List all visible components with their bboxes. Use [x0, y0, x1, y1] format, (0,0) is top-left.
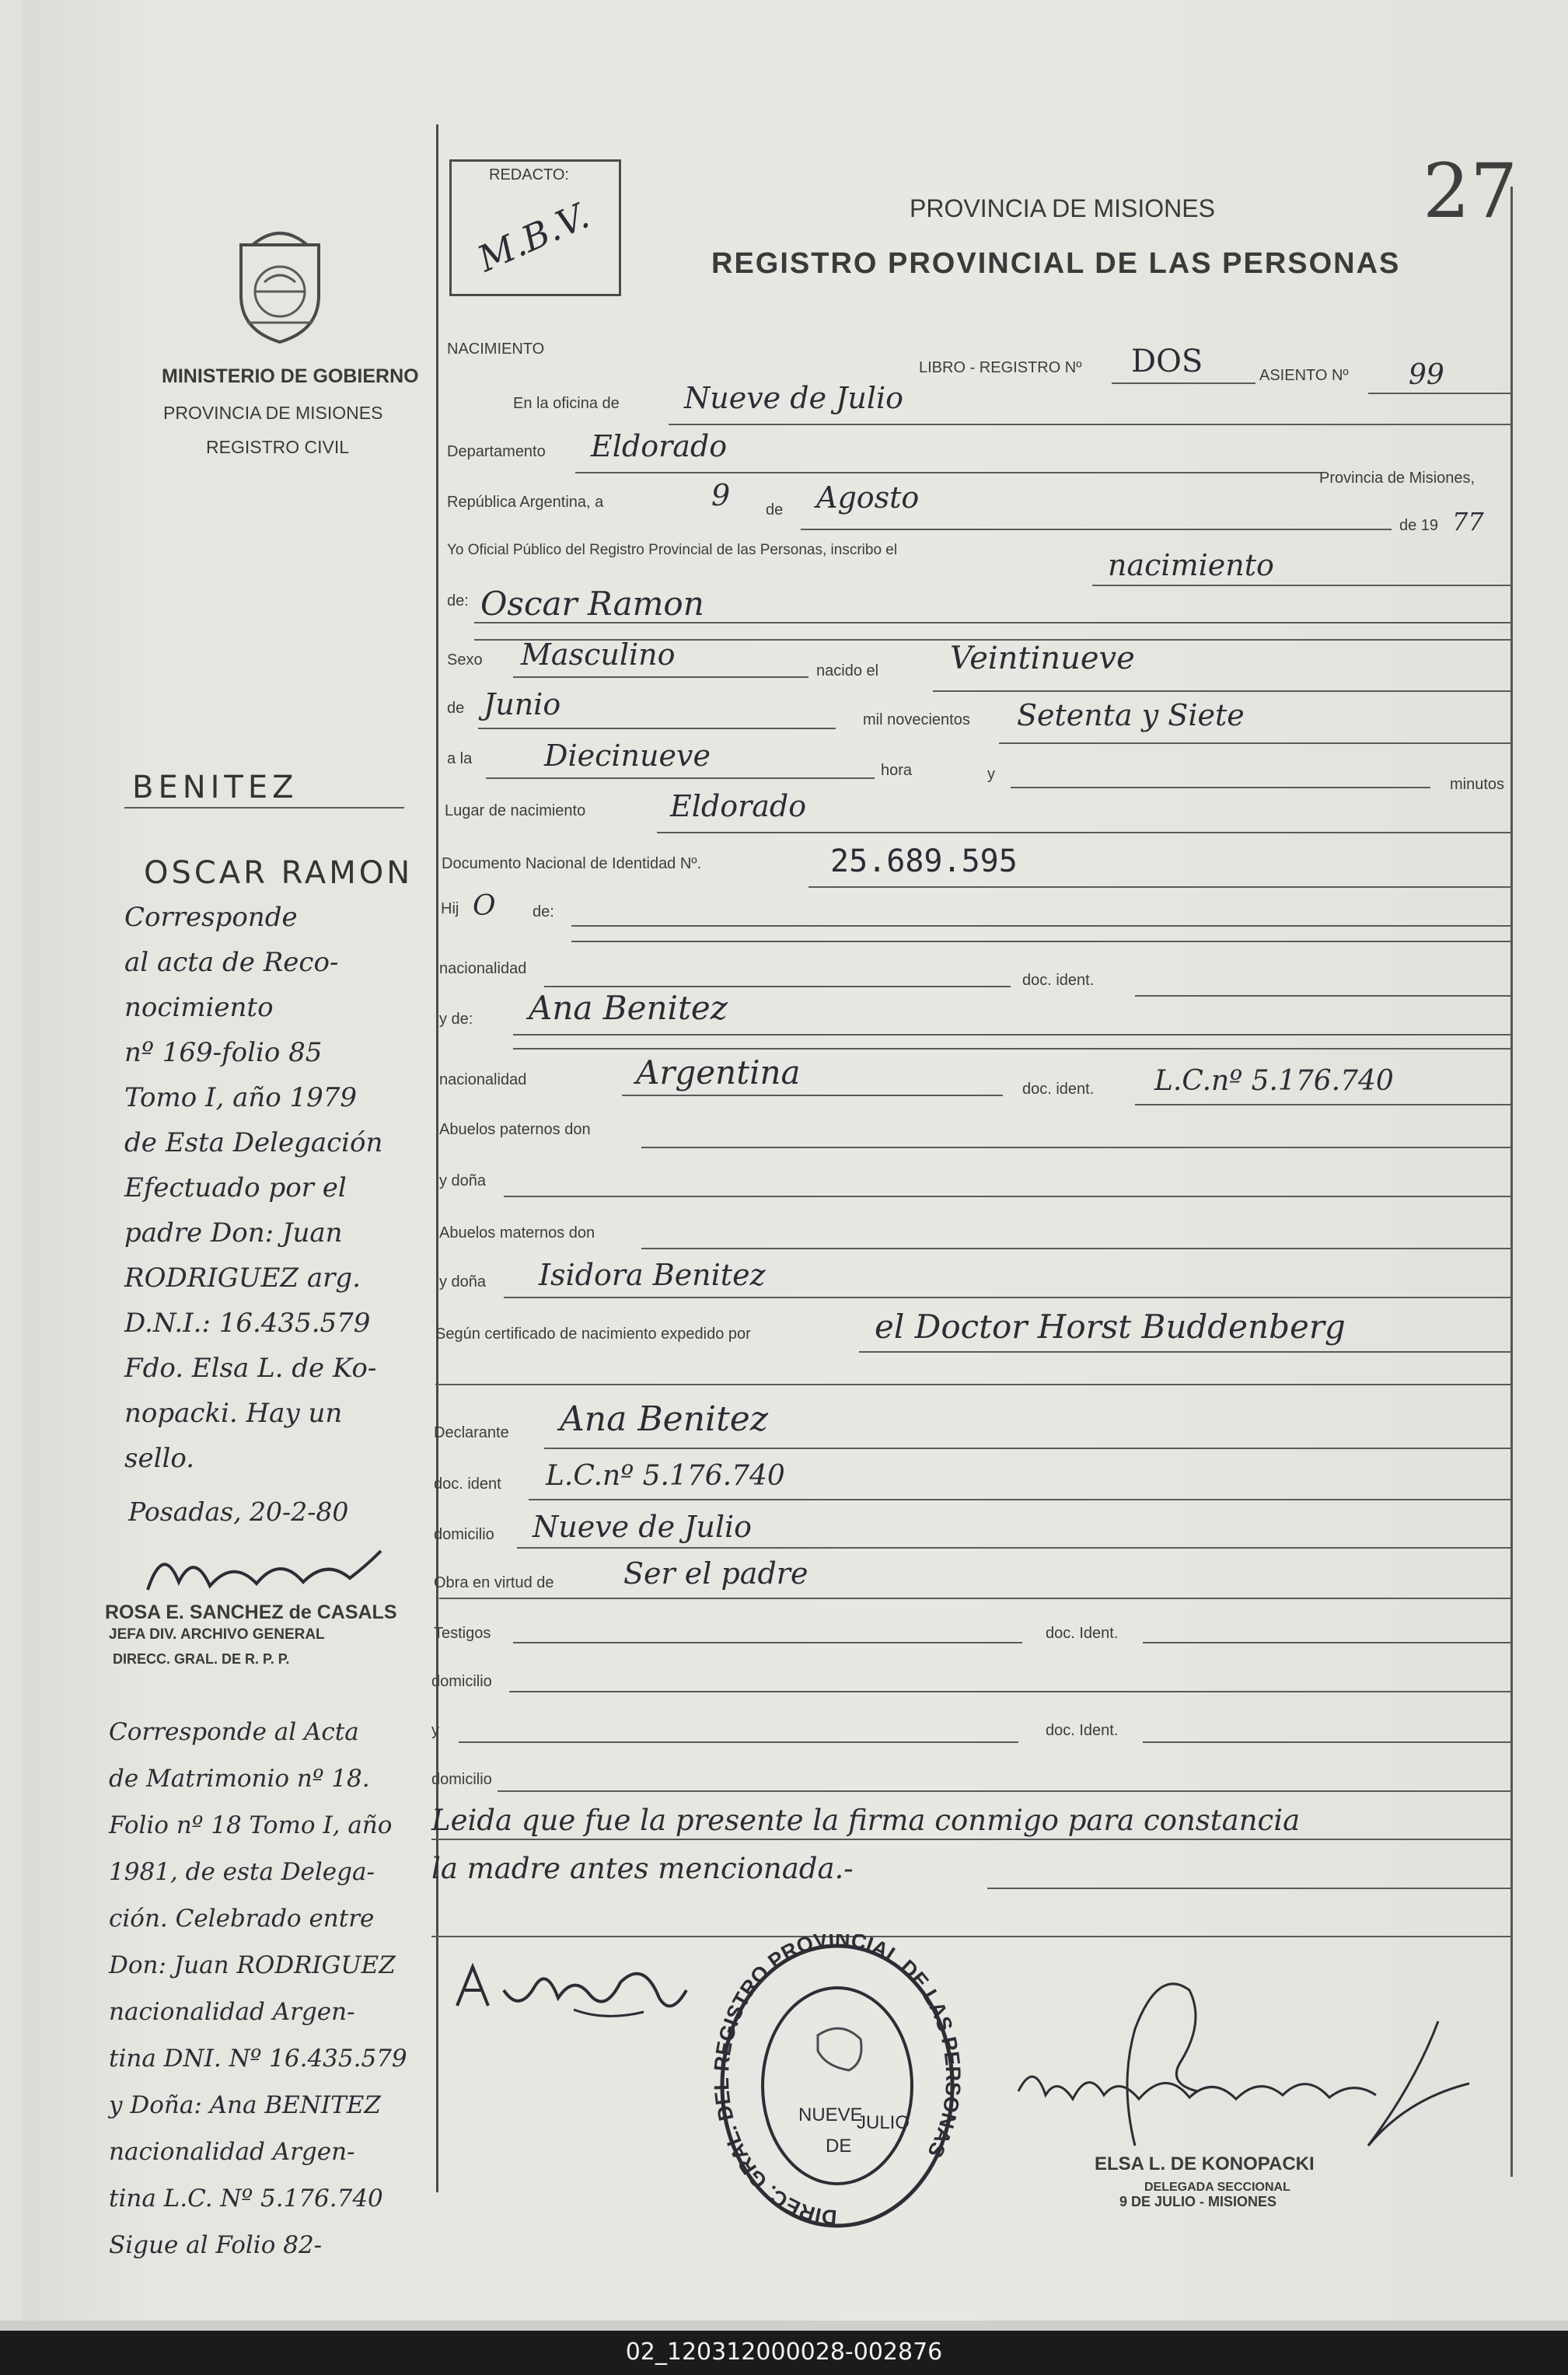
seal-center-top: NUEVE: [798, 2104, 863, 2125]
date-line: [801, 529, 1392, 530]
leida-line-2: la madre antes mencionada.-: [431, 1852, 854, 1885]
asiento-line: [1368, 393, 1512, 394]
domicilio2-label: domicilio: [431, 1673, 492, 1690]
dni-label: Documento Nacional de Identidad Nº.: [442, 855, 702, 872]
oficial-line: [1092, 585, 1512, 586]
margin-note-line: nopacki. Hay un: [124, 1398, 343, 1429]
margin-note-line: y Doña: Ana BENITEZ: [109, 2091, 381, 2119]
abuelos-paternos-line: [641, 1147, 1512, 1148]
month-value: Agosto: [816, 480, 920, 515]
departamento-value: Eldorado: [591, 429, 728, 463]
docident2-line: [1135, 1104, 1512, 1105]
libro-line: [1112, 382, 1255, 384]
republica-label: República Argentina, a: [447, 494, 604, 511]
day-value: 9: [711, 478, 731, 512]
form-divider: [439, 1598, 1512, 1599]
y-label: y: [987, 766, 995, 783]
abuelos-paternos-label: Abuelos paternos don: [439, 1121, 591, 1138]
nacionalidad2-value: Argentina: [636, 1053, 801, 1091]
domicilio3-label: domicilio: [431, 1771, 492, 1788]
novecientos-label: mil novecientos: [863, 711, 970, 728]
margin-note-line: Don: Juan RODRIGUEZ: [109, 1951, 396, 1979]
docident3-label: doc. ident: [434, 1476, 501, 1493]
province-heading: PROVINCIA DE MISIONES: [910, 194, 1215, 222]
margin-names: OSCAR RAMON: [144, 855, 414, 891]
hora-label: hora: [881, 762, 913, 779]
margin-stamp-name: ROSA E. SANCHEZ de CASALS: [105, 1601, 397, 1623]
testigos-line: [513, 1642, 1022, 1643]
page-number: 27: [1423, 148, 1518, 235]
oficina-line: [669, 424, 1512, 425]
certificado-label: Según certificado de nacimiento expedido por: [435, 1325, 751, 1343]
ydona2-label: y doña: [439, 1273, 487, 1291]
leida-rule-3: [987, 1888, 1512, 1889]
nacido-mes-value: Junio: [484, 687, 561, 721]
a-la-label: a la: [447, 750, 473, 767]
madre-value: Ana Benitez: [529, 989, 728, 1027]
docident3-value: L.C.nº 5.176.740: [546, 1460, 785, 1492]
official-office: 9 DE JULIO - MISIONES: [1119, 2194, 1277, 2209]
docident3-line: [529, 1499, 1512, 1500]
redacto-label: REDACTO:: [489, 166, 569, 183]
nacido-mes-line: [478, 728, 836, 729]
abuelos-maternos-label: Abuelos maternos don: [439, 1224, 595, 1242]
margin-note-line: al acta de Reco-: [124, 947, 339, 978]
abuela-materna-value: Isidora Benitez: [539, 1258, 766, 1292]
coat-of-arms-icon: [225, 222, 334, 350]
margin-note-line: nº 169-folio 85: [124, 1037, 323, 1068]
obra-value: Ser el padre: [623, 1556, 808, 1591]
ydona1-label: y doña: [439, 1172, 487, 1189]
dni-line: [808, 886, 1512, 888]
domicilio1-value: Nueve de Julio: [533, 1510, 753, 1544]
margin-note-line: sello.: [124, 1443, 194, 1474]
nacionalidad1-label: nacionalidad: [439, 960, 527, 977]
declarante-label: Declarante: [434, 1424, 509, 1441]
official-name: ELSA L. DE KONOPACKI: [1095, 2153, 1315, 2174]
hijo-value: O: [473, 890, 496, 922]
registry-seal: [709, 1934, 966, 2249]
margin-stamp-title: JEFA DIV. ARCHIVO GENERAL: [109, 1626, 325, 1643]
page-bottom-edge: [0, 2321, 1568, 2331]
hijo-label: Hij: [441, 900, 459, 917]
hora-line: [486, 777, 875, 779]
margin-note-line: ción. Celebrado entre: [109, 1905, 375, 1933]
oficial-label: Yo Oficial Público del Registro Provincial de las Personas, inscribo el: [447, 542, 898, 558]
testigos-label: Testigos: [434, 1625, 491, 1642]
margin-note-line: Efectuado por el: [124, 1172, 347, 1203]
ministry-province: PROVINCIA DE MISIONES: [163, 403, 383, 423]
margin-stamp-org: DIRECC. GRAL. DE R. P. P.: [113, 1651, 290, 1667]
oficina-value: Nueve de Julio: [684, 381, 904, 415]
hora-value: Diecinueve: [544, 739, 711, 773]
margin-note-line: Folio nº 18 Tomo I, año: [109, 1811, 393, 1839]
margin-surname-line: [124, 807, 404, 809]
leida-rule-1: [498, 1790, 1512, 1792]
certificado-line: [859, 1351, 1512, 1353]
year-prefix: de 19: [1399, 517, 1439, 534]
sexo-label: Sexo: [447, 651, 483, 669]
dni-value: 25.689.595: [830, 843, 1018, 879]
de-label: de: [766, 501, 784, 519]
ydona2-line: [504, 1297, 1512, 1298]
hijo-line: [571, 925, 1512, 927]
declarant-signature: [449, 1944, 698, 2041]
lugar-label: Lugar de nacimiento: [445, 802, 586, 819]
yde-label: y de:: [439, 1011, 473, 1028]
docident2-value: L.C.nº 5.176.740: [1154, 1065, 1394, 1097]
novecientos-value: Setenta y Siete: [1017, 698, 1245, 732]
lugar-line: [657, 832, 1512, 833]
act-type-label: NACIMIENTO: [447, 341, 545, 358]
margin-note-line: 1981, de esta Delega-: [109, 1858, 375, 1886]
margin-note-line: tina DNI. Nº 16.435.579: [109, 2045, 407, 2073]
sexo-value: Masculino: [521, 637, 676, 672]
hijo-de-label: de:: [533, 903, 554, 920]
margin-note-line: Sigue al Folio 82-: [109, 2231, 323, 2259]
registry-heading: REGISTRO PROVINCIAL DE LAS PERSONAS: [711, 247, 1401, 280]
declarante-value: Ana Benitez: [560, 1399, 769, 1439]
docident1-line: [1135, 995, 1512, 997]
margin-note-line: Fdo. Elsa L. de Ko-: [124, 1353, 377, 1384]
minutos-line: [1011, 787, 1430, 788]
official-signature: [1003, 1959, 1485, 2181]
margin-note-line: de Matrimonio nº 18.: [109, 1765, 370, 1793]
ydona1-line: [504, 1196, 1512, 1197]
domicilio1-label: domicilio: [434, 1526, 494, 1543]
file-caption: 02_120312000028-002876: [625, 2338, 943, 2366]
y2-label: y: [431, 1722, 439, 1739]
docident4-label: doc. Ident.: [1046, 1625, 1119, 1642]
docident1-label: doc. ident.: [1022, 972, 1095, 989]
y2-line: [459, 1741, 1018, 1743]
leida-line-1: Leida que fue la presente la firma conmigo para constancia: [431, 1804, 1301, 1837]
abuelos-maternos-line: [641, 1248, 1512, 1249]
nacido-label: nacido el: [816, 662, 879, 679]
seal-center-bottom: JULIO: [857, 2112, 910, 2133]
nacido-line: [933, 690, 1512, 692]
de-mes-label: de: [447, 700, 465, 717]
asiento-value: 99: [1409, 359, 1444, 391]
oficina-label: En la oficina de: [513, 395, 620, 412]
ministry-heading: MINISTERIO DE GOBIERNO: [162, 365, 419, 387]
nacionalidad2-label: nacionalidad: [439, 1071, 527, 1088]
certificado-value: el Doctor Horst Buddenberg: [875, 1308, 1346, 1346]
seal-ring-text: DIREC. GRAL. DEL REGISTRO PROVINCIAL DE LAS PERSONAS: [709, 1934, 966, 2230]
minutos-label: minutos: [1450, 776, 1505, 793]
departamento-label: Departamento: [447, 443, 546, 460]
libro-label: LIBRO - REGISTRO Nº: [919, 359, 1082, 376]
novecientos-line: [999, 742, 1512, 744]
leida-rule-2: [431, 1839, 1512, 1840]
madre-line: [513, 1034, 1512, 1036]
domicilio2-line: [509, 1691, 1512, 1692]
declarante-line: [544, 1448, 1512, 1449]
libro-value: DOS: [1131, 344, 1203, 379]
year-value: 77: [1452, 507, 1484, 536]
nombre-value: Oscar Ramon: [480, 585, 704, 623]
official-title: DELEGADA SECCIONAL: [1144, 2181, 1290, 2194]
margin-note-line: nacionalidad Argen-: [109, 2138, 355, 2166]
docident5-label: doc. Ident.: [1046, 1722, 1119, 1739]
nacido-value: Veintinueve: [950, 641, 1135, 676]
redacto-initials: M.B.V.: [471, 194, 595, 281]
right-form-border: [1510, 187, 1513, 2177]
margin-note-line: padre Don: Juan: [124, 1217, 343, 1249]
hijo-line-2: [571, 941, 1512, 942]
domicilio1-line: [517, 1547, 1512, 1549]
redacto-box: [449, 159, 621, 296]
asiento-label: ASIENTO Nº: [1259, 367, 1349, 384]
leida-rule-4: [431, 1936, 1512, 1937]
margin-note-line: nocimiento: [124, 992, 274, 1023]
nombre-label: de:: [447, 592, 469, 609]
lugar-value: Eldorado: [670, 789, 807, 823]
civil-registry-label: REGISTRO CIVIL: [206, 437, 350, 457]
margin-note-line: Corresponde al Acta: [109, 1718, 359, 1746]
nacionalidad1-line: [544, 986, 1011, 987]
margin-note-line: Corresponde: [124, 902, 298, 933]
oficial-value: nacimiento: [1108, 548, 1274, 582]
provincia-label: Provincia de Misiones,: [1319, 470, 1475, 487]
margin-surname: BENITEZ: [132, 770, 299, 805]
madre-line-2: [513, 1048, 1512, 1050]
seal-center-mid: DE: [826, 2136, 852, 2157]
docident2-label: doc. ident.: [1022, 1081, 1095, 1098]
margin-signature: [140, 1535, 389, 1609]
docident4-line: [1143, 1642, 1512, 1643]
margin-note-line: D.N.I.: 16.435.579: [124, 1308, 371, 1339]
nacionalidad2-line: [622, 1095, 1003, 1096]
certificado-line-2: [435, 1384, 1512, 1385]
departamento-line: [575, 472, 1322, 473]
obra-label: Obra en virtud de: [434, 1574, 554, 1591]
margin-note-line: tina L.C. Nº 5.176.740: [109, 2185, 383, 2213]
sexo-line: [513, 676, 808, 678]
margin-note-line: RODRIGUEZ arg.: [124, 1263, 361, 1294]
margin-note-line: de Esta Delegación: [124, 1127, 383, 1158]
margin-note-line: Tomo I, año 1979: [124, 1082, 358, 1113]
margin-note-line: nacionalidad Argen-: [109, 1998, 355, 2026]
nombre-line: [474, 622, 1512, 623]
docident5-line: [1143, 1741, 1512, 1743]
margin-place-date: Posadas, 20-2-80: [128, 1497, 349, 1527]
